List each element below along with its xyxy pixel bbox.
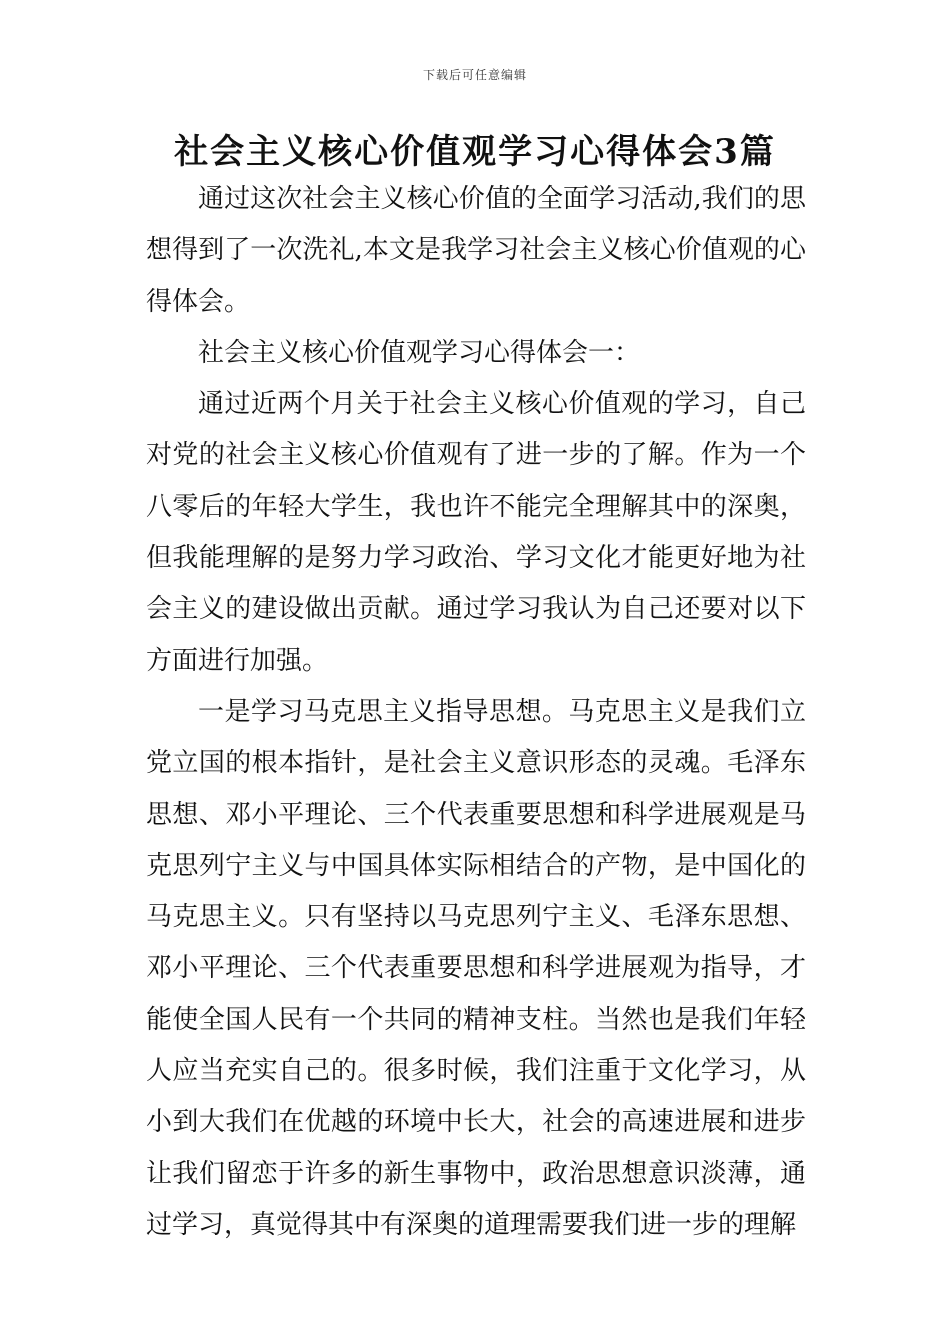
paragraph-section-heading: 社会主义核心价值观学习心得体会一： bbox=[198, 337, 641, 368]
header-note: 下载后可任意编辑 bbox=[422, 68, 527, 82]
paragraph-intro: 通过这次社会主义核心价值的全面学习活动,我们的思想得到了一次洗礼,本文是我学习社会主义核心价值观的心得体会。 bbox=[146, 184, 806, 317]
document-title: 社会主义核心价值观学习心得体会3篇 bbox=[174, 132, 776, 172]
paragraph-study-summary: 通过近两个月关于社会主义核心价值观的学习，自己对党的社会主义核心价值观有了进一步的了解。作为一个八零后的年轻大学生，我也许不能完全理解其中的深奥，但我能理解的是努力学习政治、学习文化才能更好地为社会主义的建设做出贡献。通过学习我认为自己还要对以下方面进行加强。 bbox=[146, 389, 806, 676]
document-body bbox=[146, 174, 806, 1251]
paragraph-point-one: 一是学习马克思主义指导思想。马克思主义是我们立党立国的根本指针，是社会主义意识形态的灵魂。毛泽东思想、邓小平理论、三个代表重要思想和科学进展观是马克思列宁主义与中国具体实际相结合的产物，是中国化的马克思主义。只有坚持以马克思列宁主义、毛泽东思想、邓小平理论、三个代表重要思想和科学进展观为指导，才能使全国人民有一个共同的精神支柱。当然也是我们年轻人应当充实自己的。很多时候，我们注重于文化学习，从小到大我们在优越的环境中长大，社会的高速进展和进步让我们留恋于许多的新生事物中，政治思想意识淡薄，通过学习，真觉得其中有深奥的道理需要我们进一步的理解 bbox=[146, 696, 806, 1240]
